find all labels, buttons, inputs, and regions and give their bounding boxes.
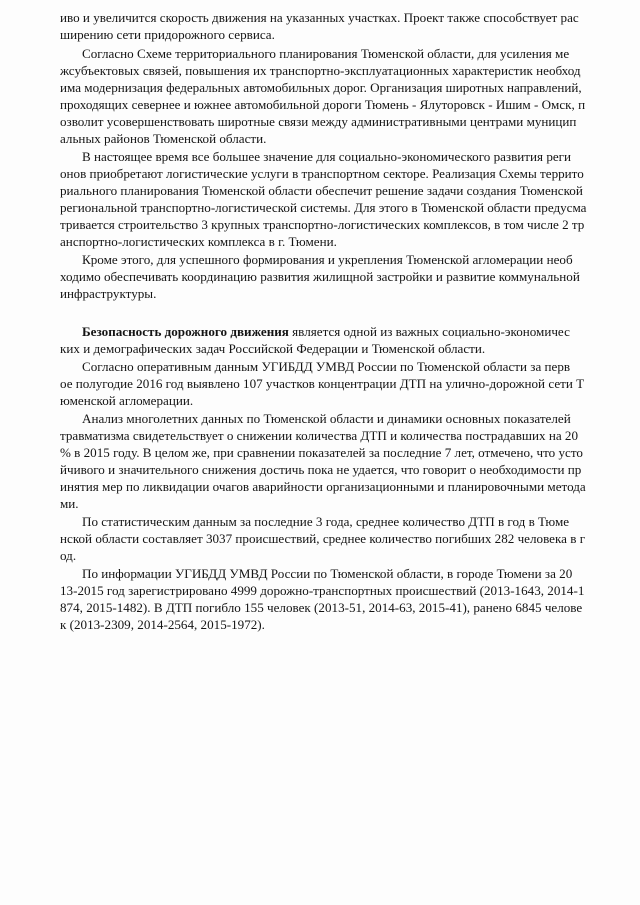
safety-heading: Безопасность дорожного движения [82, 324, 289, 339]
text-line: травматизма свидетельствует о снижении количества ДТП и количества пострадавших на 20 [60, 428, 579, 443]
text-line: инфраструктуры. [60, 286, 157, 301]
text-line [66, 618, 620, 635]
text-line: ких и демографических задач Российской Федерации и Тюменской области. [60, 341, 486, 356]
text-line: юменской агломерации. [60, 393, 194, 408]
text-line: По информации УГИБДД УМВД России по Тюменской области, в городе Тюмени за 20 [82, 566, 573, 581]
text-line: нской области составляет 3037 происшествий, среднее количество погибших 282 человека в г [60, 531, 586, 546]
text-line: 13-2015 год зарегистрировано 4999 дорожно-транспортных происшествий (2013-1643, 2014-1 [60, 583, 585, 598]
text-line: анспортно-логистических комплекса в г. Тюмени. [60, 234, 337, 249]
text-line: има модернизация федеральных автомобильных дорог. Организация широтных направлений, [60, 80, 582, 95]
text-line: Кроме этого, для успешного формирования и укрепления Тюменской агломерации необ [82, 252, 573, 267]
text-line: региональной транспортно-логистической системы. Для этого в Тюменской области предусма [60, 200, 587, 215]
text-line: ходимо обеспечивать координацию развития жилищной застройки и развитие коммунальной [60, 269, 580, 284]
text-line: ое полугодие 2016 год выявлено 107 участков концентрации ДТП на улично-дорожной сети Т [60, 376, 585, 391]
text-line: тривается строительство 3 крупных транспортно-логистических комплексов, в том числе 2 тр [60, 217, 585, 232]
text-line: По статистическим данным за последние 3 года, среднее количество ДТП в год в Тюме [82, 514, 570, 529]
text-line: Согласно Схеме территориального планирования Тюменской области, для усиления ме [82, 46, 570, 61]
text-line: йчивого и значительного снижения достичь пока не удается, что говорит о необходимости пр [60, 462, 582, 477]
text-line: 874, 2015-1482). В ДТП погибло 155 человек (2013-51, 2014-63, 2015-41), ранено 6845 челове [60, 600, 583, 615]
text-line: Анализ многолетних данных по Тюменской области и динамики основных показателей [82, 411, 571, 426]
text-line: проходящих севернее и южнее автомобильной дороги Тюмень - Ялуторовск - Ишим - Омск, п [60, 97, 586, 112]
text-line: альных районов Тюменской области. [60, 131, 267, 146]
text-line: онов приобретают логистические услуги в транспортном секторе. Реализация Схемы террито [60, 166, 584, 181]
text-line [82, 323, 620, 340]
text-line: В настоящее время все большее значение для социально-экономического развития реги [82, 149, 572, 164]
text-line: озволит усовершенствовать широтные связи между административными центрами муницип [60, 114, 577, 129]
text-line: од. [60, 548, 77, 563]
text-line: ширению сети придорожного сервиса. [60, 27, 275, 42]
text-line: % в 2015 году. В целом же, при сравнении показателей за последние 7 лет, отмечено, что усто [60, 445, 583, 460]
text-line: к (2013-2309, 2014-2564, 2015-1972). [60, 617, 265, 632]
text-line: жсубъектовых связей, повышения их транспортно-эксплуатационных характеристик необход [60, 63, 581, 78]
text-fragment: является одной из важных социально-экономичес [288, 324, 570, 339]
text-line: иво и увеличится скорость движения на указанных участках. Проект также способствует рас [60, 10, 579, 25]
text-line: ми. [60, 496, 79, 511]
text-line: Согласно оперативным данным УГИБДД УМВД России по Тюменской области за перв [82, 359, 571, 374]
text-line: риального планирования Тюменской области обеспечит решение задачи создания Тюменской [60, 183, 583, 198]
text-line: инятия мер по ликвидации очагов аварийности организационными и планировочными метода [60, 479, 586, 494]
